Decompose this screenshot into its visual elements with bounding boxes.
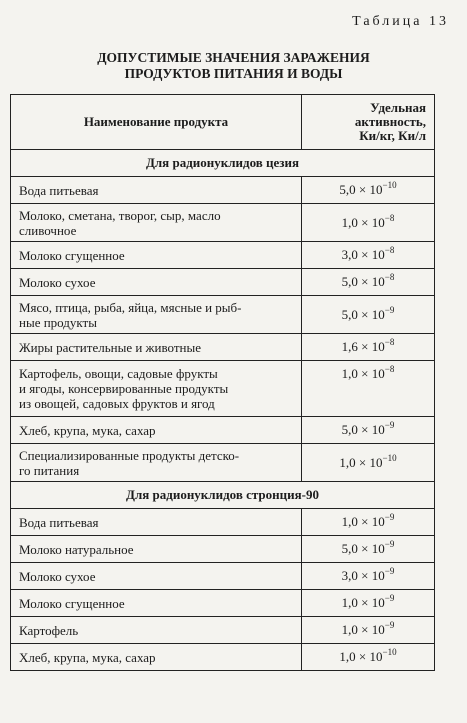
table-row <box>11 242 435 269</box>
activity-exponent: −10 <box>382 647 397 657</box>
table-title <box>0 50 467 82</box>
header-activity-line-3: Ки/кг, Ки/л <box>359 128 426 143</box>
product-name-cell <box>11 563 302 590</box>
product-name-cell <box>11 444 302 482</box>
activity-exponent: −8 <box>384 337 395 347</box>
contamination-table <box>10 94 435 671</box>
product-name-line: Вода питьевая <box>19 182 99 198</box>
activity-mantissa: 3,0 <box>341 568 358 583</box>
activity-value-cell <box>302 417 435 444</box>
power-base: 10 <box>371 214 385 230</box>
activity-mantissa: 1,0 <box>341 595 358 610</box>
activity-exponent: −9 <box>384 420 395 430</box>
power-base: 10 <box>369 454 383 470</box>
activity-value-cell <box>302 177 435 204</box>
product-name-line: Вода питьевая <box>19 514 99 530</box>
product-name-line: Хлеб, крупа, мука, сахар <box>19 649 156 665</box>
multiply-sign: × <box>357 568 372 583</box>
activity-exponent: −10 <box>382 452 397 463</box>
activity-mantissa: 1,6 <box>341 339 358 354</box>
activity-value-cell <box>302 361 435 417</box>
multiply-sign: × <box>357 422 372 437</box>
activity-exponent: −9 <box>384 566 395 576</box>
activity-mantissa: 1,0 <box>341 622 358 637</box>
activity-exponent: −9 <box>384 512 395 522</box>
product-name-line: Хлеб, крупа, мука, сахар <box>19 422 156 438</box>
table-row <box>11 644 435 671</box>
activity-mantissa: 5,0 <box>341 306 358 322</box>
table-number-label: Таблица 13 <box>352 14 449 29</box>
title-line-2: ПРОДУКТОВ ПИТАНИЯ И ВОДЫ <box>124 66 343 81</box>
table-row <box>11 204 435 242</box>
table-row <box>11 536 435 563</box>
table-row <box>11 177 435 204</box>
product-name-cell <box>11 242 302 269</box>
product-name-cell <box>11 177 302 204</box>
multiply-sign: × <box>357 339 372 354</box>
section-row <box>11 482 435 509</box>
activity-mantissa: 1,0 <box>341 366 358 381</box>
activity-value-cell <box>302 617 435 644</box>
power-base: 10 <box>371 514 385 529</box>
multiply-sign: × <box>357 541 372 556</box>
product-name-line: Молоко сухое <box>19 274 96 290</box>
header-specific-activity <box>302 95 435 150</box>
product-name-line: Специализированные продукты детско- <box>19 447 240 463</box>
table-body <box>11 150 435 671</box>
table-row <box>11 617 435 644</box>
activity-value-cell <box>302 644 435 671</box>
product-name-cell <box>11 417 302 444</box>
multiply-sign: × <box>357 514 372 529</box>
product-name-cell <box>11 617 302 644</box>
multiply-sign: × <box>357 622 372 637</box>
activity-exponent: −9 <box>384 593 395 603</box>
multiply-sign: × <box>355 649 370 664</box>
product-name-line: Молоко натуральное <box>19 541 134 557</box>
activity-mantissa: 5,0 <box>341 541 358 556</box>
activity-mantissa: 1,0 <box>339 649 356 664</box>
product-name-line: Молоко сухое <box>19 568 96 584</box>
activity-exponent: −8 <box>384 245 395 255</box>
activity-mantissa: 1,0 <box>341 214 358 230</box>
header-activity-line-2: активность, <box>354 114 426 129</box>
product-name-line: Жиры растительные и животные <box>19 339 202 355</box>
product-name-cell <box>11 536 302 563</box>
multiply-sign: × <box>357 214 372 230</box>
product-name-cell <box>11 296 302 334</box>
product-name-line: сливочное <box>19 222 77 238</box>
product-name-cell <box>11 644 302 671</box>
section-title: Для радионуклидов стронция-90 <box>11 482 435 509</box>
product-name-cell <box>11 334 302 361</box>
product-name-line: Молоко сгущенное <box>19 247 125 263</box>
power-base: 10 <box>371 622 385 637</box>
product-name-cell <box>11 269 302 296</box>
power-base: 10 <box>369 182 383 197</box>
activity-exponent: −8 <box>384 212 395 223</box>
activity-value-cell <box>302 563 435 590</box>
multiply-sign: × <box>355 182 370 197</box>
product-name-line: Картофель <box>19 622 79 638</box>
power-base: 10 <box>371 541 385 556</box>
product-name-line: го питания <box>19 462 80 478</box>
power-base: 10 <box>371 339 385 354</box>
power-base: 10 <box>371 568 385 583</box>
activity-mantissa: 1,0 <box>339 454 356 470</box>
table-row <box>11 334 435 361</box>
power-base: 10 <box>371 366 385 381</box>
activity-exponent: −9 <box>384 304 395 315</box>
activity-value-cell <box>302 242 435 269</box>
table-row <box>11 509 435 536</box>
product-name-cell <box>11 361 302 417</box>
activity-value-cell <box>302 204 435 242</box>
activity-value-cell <box>302 296 435 334</box>
activity-value-cell <box>302 536 435 563</box>
table-row <box>11 563 435 590</box>
activity-value-cell <box>302 444 435 482</box>
power-base: 10 <box>369 649 383 664</box>
activity-exponent: −8 <box>384 364 395 374</box>
multiply-sign: × <box>357 247 372 262</box>
table-row <box>11 417 435 444</box>
product-name-line: Картофель, овощи, садовые фрукты <box>19 366 218 381</box>
activity-value-cell <box>302 334 435 361</box>
product-name-cell <box>11 590 302 617</box>
multiply-sign: × <box>357 274 372 289</box>
table-row <box>11 296 435 334</box>
power-base: 10 <box>371 422 385 437</box>
multiply-sign: × <box>355 454 370 470</box>
header-product-name: Наименование продукта <box>11 95 302 150</box>
product-name-line: Мясо, птица, рыба, яйца, мясные и рыб- <box>19 299 242 315</box>
multiply-sign: × <box>357 595 372 610</box>
header-activity-line-1: Удельная <box>370 100 426 115</box>
product-name-cell <box>11 204 302 242</box>
activity-mantissa: 3,0 <box>341 247 358 262</box>
multiply-sign: × <box>357 306 372 322</box>
activity-mantissa: 5,0 <box>341 422 358 437</box>
section-title: Для радионуклидов цезия <box>11 150 435 177</box>
product-name-line: и ягоды, консервированные продукты <box>19 381 229 396</box>
activity-mantissa: 5,0 <box>341 274 358 289</box>
table-row <box>11 590 435 617</box>
table-row <box>11 269 435 296</box>
product-name-line: Молоко сгущенное <box>19 595 125 611</box>
activity-value-cell <box>302 590 435 617</box>
power-base: 10 <box>371 595 385 610</box>
activity-mantissa: 1,0 <box>341 514 358 529</box>
section-row <box>11 150 435 177</box>
power-base: 10 <box>371 274 385 289</box>
product-name-line: Молоко, сметана, творог, сыр, масло <box>19 207 221 223</box>
table-row <box>11 444 435 482</box>
power-base: 10 <box>371 306 385 322</box>
activity-value-cell <box>302 509 435 536</box>
activity-exponent: −9 <box>384 539 395 549</box>
table-row <box>11 361 435 417</box>
activity-exponent: −10 <box>382 180 397 190</box>
product-name-cell <box>11 509 302 536</box>
multiply-sign: × <box>357 366 372 381</box>
product-name-line: ные продукты <box>19 314 97 330</box>
activity-exponent: −9 <box>384 620 395 630</box>
activity-value-cell <box>302 269 435 296</box>
activity-mantissa: 5,0 <box>339 182 356 197</box>
title-line-1: ДОПУСТИМЫЕ ЗНАЧЕНИЯ ЗАРАЖЕНИЯ <box>97 50 370 65</box>
power-base: 10 <box>371 247 385 262</box>
product-name-line: из овощей, садовых фруктов и ягод <box>19 396 215 411</box>
activity-exponent: −8 <box>384 272 395 282</box>
